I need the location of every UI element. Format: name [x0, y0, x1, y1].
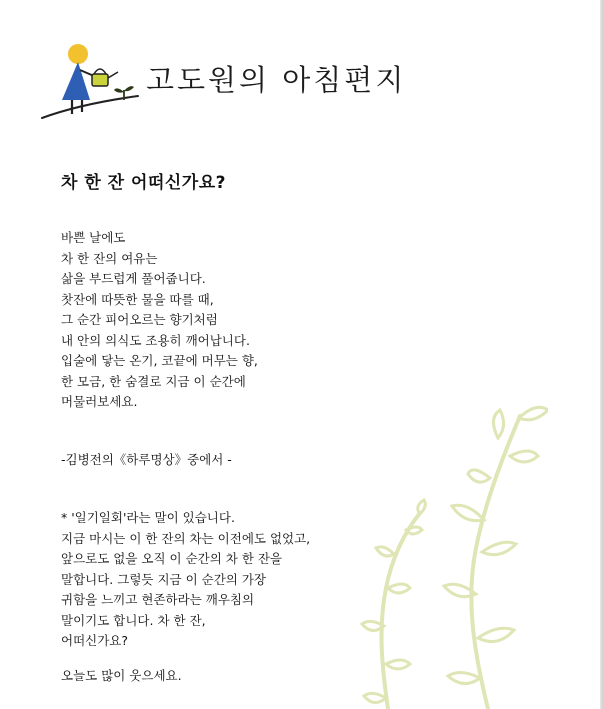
poem	[61, 228, 258, 413]
note-line: * '일기일회'라는 말이 있습니다.	[61, 510, 235, 525]
page-title: 차 한 잔 어떠신가요?	[61, 173, 226, 193]
source-citation	[61, 450, 232, 471]
poem-line: 입술에 닿는 온기, 코끝에 머무는 향,	[61, 353, 258, 368]
note-line: 귀함을 느끼고 현존하라는 깨우침의	[61, 592, 255, 607]
closing-text: 오늘도 많이 웃으세요.	[61, 668, 182, 683]
poem-line: 바쁜 날에도	[61, 230, 126, 245]
note-line: 어떠신가요?	[61, 633, 129, 648]
poem-line: 내 안의 의식도 조용히 깨어납니다.	[61, 332, 250, 348]
note-line: 말이기도 합니다. 차 한 잔,	[61, 612, 206, 628]
logo	[40, 42, 420, 122]
poem-line: 한 모금, 한 숨결로 지금 이 순간에	[61, 373, 246, 389]
note-line: 지금 마시는 이 한 잔의 차는 이전에도 없었고,	[61, 530, 311, 546]
note-line: 말합니다. 그렇듯 지금 이 순간의 가장	[61, 571, 266, 587]
poem-line: 차 한 잔의 여유는	[61, 250, 158, 266]
poem-line: 그 순간 피어오르는 향기처럼	[61, 312, 218, 327]
vine-decoration	[348, 398, 548, 709]
logo-text: 고도원의 아침편지	[146, 63, 407, 97]
closing-line	[61, 666, 182, 687]
commentary	[61, 508, 310, 652]
poem-line: 삶을 부드럽게 풀어줍니다.	[61, 271, 206, 286]
note-line: 앞으로도 없을 오직 이 순간의 차 한 잔을	[61, 551, 283, 566]
gardener-watering-icon	[40, 42, 150, 122]
poem-line: 머물러보세요.	[61, 394, 138, 409]
poem-line: 찻잔에 따뜻한 물을 따를 때,	[61, 291, 214, 307]
source-line: -김병전의《하루명상》중에서 -	[61, 452, 232, 467]
